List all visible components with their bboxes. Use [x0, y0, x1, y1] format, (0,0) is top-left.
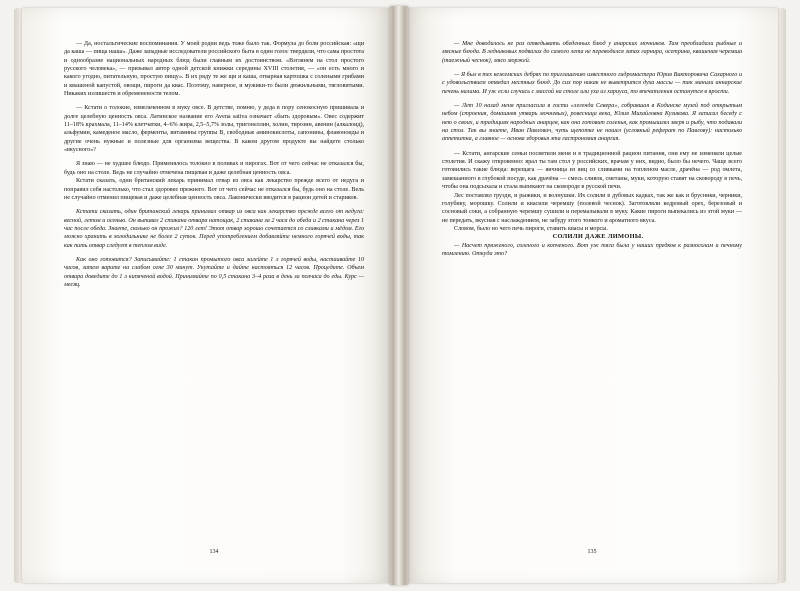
paragraph-italic: — Мне доводилось не раз отведывать обеденных блюд у анарских мочников. Там преобладали рыбные и мясные блюда. В ледниковых подвалах до самого лета не переводился запах гарнира, осетрина, квашеная черемша (таежный чеснок), мясо моржей. — [442, 41, 742, 64]
paragraph: Лес поставлял грузди, и рыжики, и волнушки. Их солили в дубовых кадках, так же как и брусники, черники, голубику, морошку. Солили и квасили черемшу (полевой чеснок). Заготовляли кедровый орех, березовый и сосновый соки, а собранную черемшу сушили и перемалывали в муку. Какие пироги выпекались из этой муки — не передать, вкусная с наслаждением, не забуду этого тонкого и ароматного вкуса. — [442, 192, 742, 224]
paragraph-italic: — Лет 10 назад меня пригласила в гости «легенда Севера», собравшая в Кодинске музей под открытым небом (строения, домашняя утварь мочневых), poвесница века, Юлия Михайловна Кузикова. Я записал беседу с нею о своих, и традициях народных анарцев, как она готовит соленья, как промышлял зверя и рыбу, что подавали на стол. Так вы знаете, Иван Павлович, чуть щепотке не ношел (условный реферат по Павлову): настолько аппетитна, а главное — основа здоровья эта гастрономия анаргия. — [442, 103, 742, 143]
paragraph: Словом, было но чего печь пироги, ставить квасы и морсы. — [454, 225, 608, 232]
book-spine — [390, 6, 408, 585]
paragraph-italic: — Я был в тех кежемских дебрях по приглашению известного гидромастера Юрия Викторовича Сахарного и с удовольствием отведал местных блюд. До сих пор никак не выветрится духа массы — так манили аннарские печень налима. И уж если случись с массой на столе или уха из хариуса, то впечатления останутся в ярости. — [442, 72, 742, 95]
paragraph: — Кстати о толокне, измельченном в муку овсе. В детстве, помню, у деда в поpу сенокосную пришивала и долге целебную ценность овса. Латинское название его Avena sativa означает «быть здоровым». Овес содержит 11–18% крахмала, 11–14% клетчатки, 4–6% жира, 2,5–5,7% золы, тригонеллин, холин, тирозин, авенин (алкалоид), альфумин, камеденое масло, ферменты, витамины группы В, свободные аминокислоты, сапонины, флавоноиды и другие очень нужные и полезные для организма вещества. В каком другом продукте вы найдете столько «вкусного»? — [64, 105, 364, 154]
left-page — [22, 8, 392, 583]
section-subheading: СОЛИЛИ ДАЖЕ ЛИМОНЫ. — [552, 233, 644, 241]
page-number-left: 134 — [209, 549, 219, 555]
paragraph-italic: Кстати сказать, один британский лекарь принимал отвар из овса как лекарство прежде всего от недуга: весной, летом и осенью. Он выпивал 2 стакана отвара натощак, 2 стакана за 2 часа до обеда и 2 стакана через 1 час после обеда. Знаете, сколько он прожил? 120 лет! Этот отвар хорошо сочетается со сливками и мёдом. Его можно хранить в холодильнике не более 2 суток. Перед употреблением добавляйте немного горячей воды, так как пить отвар следует в теплом виде. — [64, 209, 364, 249]
paragraph: — Кстати, ангарские семьи посвятили меня и в традиционной рацион питания, они ему не изменяли целые столетия. И скажу откровенно: врал ты там стол у российских, врачам у них, видно, было бы нечего. Чаще всего готовились такие блюда: верещага — яичница из яиц со сливками на топленом масле, драчёна — род омлета, замешанного в глубокой посуде, как драчёна — смесь сливок, сметаны, муки, которую ставят на сковороду в печь, чтобы она подсыхала и стала выпекают на сковороде в русской печи. — [442, 150, 742, 191]
left-page-body — [64, 40, 364, 518]
paragraph: Я знаю — не худшее блюдо. Применялось толокно в поливах и пирогах. Вот от чего сейчас не отказался бы, будь оно на столе. Ведь не случайно отмечена пищевая и даже целебная ценность овса. — [64, 161, 364, 176]
paragraph: Как оно готовится? Записывайте: 1 стакан промытого овса залейте 1 л горячей воды, настаивайте 10 часов, затем варите на слабом огне 30 минут. Укутайте и дайте настояться 12 часов. Процедите. Объем отвара доведите до 1 л кипяченой водой. Принимайте по 0,5 стакана 3–4 раза в день за полчаса до еды. Курс — месяц. — [64, 256, 364, 288]
right-page-body — [442, 40, 742, 518]
paragraph: Кстати сказать, одни британский лекарь принимал отвар из овса как лекарство прежде всего от недуга и поправил себя настолько, что стал здоровее прежнего. Вот от чего сейчас не отказался бы, будь оно на столе. Вель не случайно отменил пищевая и даже целебная ценность овса. Лаконически вводится в рацион детей и стариков. — [64, 178, 364, 201]
right-page — [404, 8, 778, 583]
paragraph-italic: — Насчет пряженого, соленого и копченого. Вот уж тяга была у наших предков к разносолам и печному томлению. Откуда это? — [442, 242, 742, 257]
paragraph: — Да, ностальгические воспоминания. У моей родни ведь тоже было так. Формула до боли российская: «щи да каша — пища наша». Даже западные исследователи российского быта в один голос твердили, что сама простота и однообразие национальных народных блюд были главным их достоинством. «Взглянем на стол простого русского человека», — призывал автор одной детской книжки середины XVIII столетия, — «он есть много и какого угодно, питательную, простую пищу». В их ряду те же щи и каша, отварная картошка с солеными грибами и квашеной капустой, овощи, пироги да квас. Поэтому, наверное, и мужики-то были дюжильными, тягловитыми. Никаких излишеств и обременености телом. — [64, 41, 364, 98]
page-number-right: 135 — [587, 549, 597, 555]
